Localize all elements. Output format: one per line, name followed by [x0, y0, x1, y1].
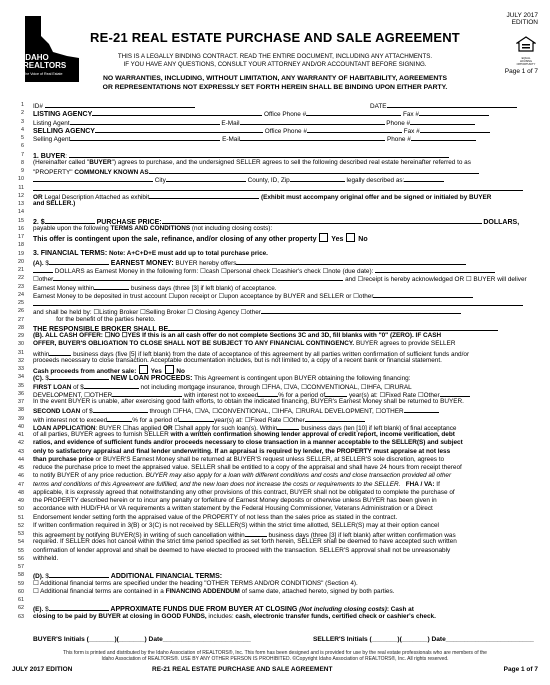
form-line	[0, 184, 550, 192]
line-text[interactable]: 2. $ PURCHASE PRICE: DOLLARS,	[33, 218, 520, 226]
warning-line-1: NO WARRANTIES, INCLUDING, WITHOUT LIMITATION, ANY WARRANTY OF HABITABILITY, AGREEMENTS	[103, 75, 447, 82]
form-line	[0, 349, 550, 357]
form-line	[0, 208, 550, 216]
form-line	[0, 456, 550, 464]
line-number: 28	[18, 324, 24, 331]
form-line	[0, 159, 550, 167]
form-line	[0, 365, 550, 373]
logo-text: IDAHO REALTORS	[23, 53, 67, 70]
form-line	[0, 555, 550, 563]
line-number: 59	[18, 580, 24, 587]
line-number: 63	[18, 613, 24, 620]
form-line	[0, 101, 550, 109]
form-line	[0, 200, 550, 208]
line-text[interactable]: (E). $ APPROXIMATE FUNDS DUE FROM BUYER AT CLOSING (Not including closing costs): Cash at	[33, 606, 414, 614]
line-text[interactable]: Endorsement lender setting forth the appraised value of the PROPERTY of not less than the sales price as stated in the contract.	[33, 513, 398, 521]
line-text[interactable]: with interest not to exceed % for a period of year(s) at: ☐Fixed Rate ☐Other	[33, 415, 538, 425]
line-text[interactable]: (D). $ ADDITIONAL FINANCIAL TERMS:	[33, 573, 223, 581]
line-text[interactable]: within business days (five [5] if left blank) from the date of acceptance of this agreement by all parties written confirmation of sufficient funds and/or	[33, 350, 470, 358]
line-number: 3	[21, 118, 24, 125]
line-text[interactable]: OFFER, BUYER'S OBLIGATION TO CLOSE SHALL NOT BE SUBJECT TO ANY FINANCIAL CONTINGENCY. BUYER agrees to provide SELLER	[33, 340, 456, 348]
line-number: 26	[18, 308, 24, 315]
line-number: 36	[18, 390, 24, 397]
line-text[interactable]: for the benefit of the parties hereto.	[33, 315, 156, 323]
line-number: 44	[18, 456, 24, 463]
line-number: 1	[21, 102, 24, 108]
line-text[interactable]: proceeds necessary to close transaction. Acceptable documentation includes, but is not limited to, a copy of a recent bank or financial statement.	[33, 356, 442, 364]
line-text[interactable]: required. If SELLER does not cancel within the strict time period specified as set forth herein, SELLER shall be deemed to have accepted such written	[33, 538, 457, 546]
form-line	[0, 175, 550, 183]
form-line	[0, 613, 550, 621]
line-text[interactable]: (C). $ NEW LOAN PROCEEDS: This Agreement is contingent upon BUYER obtaining the following financing:	[33, 375, 411, 383]
form-line	[0, 316, 550, 324]
line-text[interactable]: (A). $ EARNEST MONEY: BUYER hereby offers	[33, 258, 538, 268]
line-number: 23	[18, 283, 24, 290]
line-number: 2	[21, 110, 24, 117]
idaho-realtors-logo	[19, 14, 89, 84]
line-text[interactable]: Selling Agent E-Mail Phone #	[33, 134, 538, 144]
line-number: 7	[21, 151, 24, 158]
line-text[interactable]: than purchase price or BUYER'S Earnest Money shall be returned at BUYER'S request unless SELLER, at SELLER'S sole discretion, agrees to	[33, 455, 445, 463]
line-number: 54	[18, 539, 24, 546]
form-line	[0, 167, 550, 175]
form-line	[0, 274, 550, 282]
form-line	[0, 142, 550, 150]
form-line	[0, 505, 550, 513]
line-number: 47	[18, 481, 24, 488]
line-number: 29	[18, 333, 24, 339]
form-line	[0, 373, 550, 381]
edition-label: EDITION	[511, 19, 538, 26]
form-line	[0, 481, 550, 489]
footer-form-name: RE-21 REAL ESTATE PURCHASE AND SALE AGREEMENT	[152, 666, 333, 673]
line-text[interactable]: City County, ID, Zip legally described as:	[33, 175, 538, 185]
line-number: 51	[18, 514, 24, 521]
form-line	[0, 357, 550, 365]
form-line	[0, 390, 550, 398]
line-number: 25	[18, 300, 24, 306]
line-text[interactable]: the PROPERTY described herein or to incur any penalty or forfeiture of Earnest Money deposits or otherwise unless BUYER has been given in	[33, 497, 437, 504]
form-line	[0, 192, 550, 200]
form-line	[0, 126, 550, 134]
line-text[interactable]: ☐other and ☐receipt is hereby acknowledged OR ☐ BUYER will deliver	[33, 276, 527, 284]
line-text[interactable]: LISTING AGENCY Office Phone # Fax #	[33, 109, 538, 119]
footer-page-number: Page 1 of 7	[503, 666, 538, 673]
line-number: 19	[18, 250, 24, 257]
line-text[interactable]: withheld.	[33, 554, 59, 562]
form-line	[0, 588, 550, 596]
form-line	[0, 604, 550, 612]
subtitle-line-2: IF YOU HAVE ANY QUESTIONS, CONSULT YOUR ATTORNEY AND/OR ACCOUNTANT BEFORE SIGNING.	[123, 61, 427, 68]
buyer-initials[interactable]: BUYER'S Initials (_______)(_______) Date________________________	[33, 636, 251, 643]
line-number: 31	[18, 349, 24, 356]
line-number: 41	[18, 432, 24, 438]
page-number-top: Page 1 of 7	[504, 68, 538, 75]
line-number: 8	[21, 159, 24, 166]
form-line	[0, 406, 550, 414]
line-number: 32	[18, 357, 24, 364]
line-text[interactable]: 1. BUYER:	[33, 151, 538, 161]
form-line	[0, 241, 550, 249]
line-number: 38	[18, 407, 24, 414]
line-number: 49	[18, 498, 24, 504]
eho-label: EQUAL HOUSING OPPORTUNITY	[516, 57, 536, 66]
form-line	[0, 580, 550, 588]
line-text[interactable]: FIRST LOAN of $ not including mortgage insurance, through ☐FHA, ☐VA, ☐CONVENTIONAL, ☐IHFA, ☐RURAL	[33, 383, 412, 391]
form-line	[0, 324, 550, 332]
line-number: 45	[18, 465, 24, 471]
form-line	[0, 538, 550, 546]
form-line	[0, 530, 550, 538]
form-line	[0, 299, 550, 307]
line-text[interactable]: ID# DATE	[33, 101, 538, 111]
line-number: 46	[18, 473, 24, 480]
copyright-line-2: Idaho Association of REALTORS®. USE BY ANY OTHER PERSON IS PROHIBITED. ©Copyright Idaho Association of REALTORS®, Inc. All rights reserved.	[101, 656, 449, 662]
form-line	[0, 266, 550, 274]
form-line	[0, 547, 550, 555]
form-line	[0, 514, 550, 522]
line-text[interactable]: Earnest Money to be deposited in trust account ☐upon receipt or ☐upon acceptance by BUYER and SELLER or ☐other	[33, 291, 538, 301]
form-line	[0, 307, 550, 315]
line-number: 16	[18, 225, 24, 232]
form-line	[0, 522, 550, 530]
line-text[interactable]: and SELLER.)	[33, 200, 76, 207]
form-line	[0, 233, 550, 241]
line-number: 22	[18, 275, 24, 282]
line-text[interactable]: If written confirmation required in 3(B) or 3(C) is not received by SELLER(S) within the strict time allotted, SELLER(S) may at their option cancel	[33, 521, 439, 529]
line-number: 24	[18, 291, 24, 298]
form-line	[0, 332, 550, 340]
line-number: 55	[18, 547, 24, 554]
line-number: 15	[18, 217, 24, 224]
line-text[interactable]: (Hereinafter called "BUYER") agrees to purchase, and the undersigned SELLER agrees to sell the following described real estate hereinafter referred to as	[33, 158, 471, 166]
line-number: 18	[18, 242, 24, 249]
line-text[interactable]: "PROPERTY" COMMONLY KNOWN AS	[33, 167, 538, 177]
line-number: 5	[21, 135, 24, 141]
form-line	[0, 283, 550, 291]
line-number: 33	[18, 366, 24, 372]
line-number: 35	[18, 382, 24, 389]
form-line	[0, 217, 550, 225]
form-line	[0, 340, 550, 348]
form-line	[0, 225, 550, 233]
line-text[interactable]: terms and conditions of this Agreement are fulfilled, and the new loan does not increase the costs or requirements to the SELLER. FHA / VA: If	[33, 480, 440, 488]
edition-badge	[506, 12, 538, 26]
line-number: 17	[18, 234, 24, 240]
line-text[interactable]: LOAN APPLICATION: BUYER ☐has applied OR ☐shall apply for such loan(s). Within business days (ten [10] if left blank) of final acceptance	[33, 424, 457, 432]
form-line	[0, 415, 550, 423]
line-number: 61	[18, 597, 24, 603]
edition-month: JULY 2017	[506, 12, 538, 19]
copyright-line-1: This form is printed and distributed by the Idaho Association of REALTORS®, Inc. This form has been designed and is provided for use by the real estate professionals who are members of the	[63, 650, 487, 656]
line-number: 50	[18, 506, 24, 513]
line-number: 42	[18, 440, 24, 447]
form-line	[0, 563, 550, 571]
line-number: 20	[18, 258, 24, 265]
form-line	[0, 151, 550, 159]
form-line	[0, 423, 550, 431]
form-line	[0, 464, 550, 472]
line-text[interactable]: payable upon the following TERMS AND CONDITIONS (not including closing costs):	[33, 224, 273, 232]
line-text[interactable]: confirmation of lender approval and shall be deemed to have elected to proceed with the transaction. SELLER'S approval shall not be unreasonably	[33, 546, 451, 554]
form-line	[0, 439, 550, 447]
line-text[interactable]: applicable, it is expressly agreed that notwithstanding any other provisions of this contract, BUYER shall not be obligated to complete the purchase of	[33, 488, 455, 496]
line-number: 30	[18, 341, 24, 348]
line-text[interactable]: only to satisfactory appraisal and final lender underwriting. If an appraisal is required by lender, the PROPERTY must appraise at not less	[33, 447, 451, 455]
line-number: 11	[18, 184, 24, 191]
line-text[interactable]: Cash proceeds from another sale: Yes No	[33, 365, 538, 376]
line-number: 58	[18, 572, 24, 579]
line-number: 56	[18, 555, 24, 562]
form-line	[0, 596, 550, 604]
form-line	[0, 250, 550, 258]
form-line	[0, 472, 550, 480]
initials-row	[33, 636, 538, 643]
line-text[interactable]: ☐ Additional financial terms are specified under the heading "OTHER TERMS AND/OR CONDITIONS" (Section 4).	[33, 579, 358, 587]
line-number: 39	[18, 415, 24, 422]
logo-tagline: The Voice of Real Estate	[23, 72, 63, 76]
line-text[interactable]: Earnest Money within business days (three [3] if left blank) of acceptance.	[33, 284, 277, 292]
line-text[interactable]: reduce the purchase price to meet the appraised value. SELLER shall be entitled to a copy of the appraisal and shall have 24 hours from receipt thereof	[33, 464, 462, 471]
footer-bar	[12, 666, 538, 673]
line-text[interactable]: In the event BUYER is unable, after exercising good faith efforts, to obtain the indicated financing, BUYER's Earnest Money shall be returned to BUYER.	[33, 398, 464, 405]
line-text[interactable]: Listing Agent E-Mail Phone #	[33, 118, 538, 128]
line-text[interactable]: DEVELOPMENT, ☐OTHER with interest not to exceed % for a period of year(s) at: ☐Fixed Rate ☐Other	[33, 390, 538, 400]
line-text[interactable]: ratios, and evidence of sufficient funds and/or proceeds necessary to close transaction in a manner acceptable to the SELLER(S) and subject	[33, 439, 463, 447]
footer-edition: JULY 2017 EDITION	[12, 666, 73, 673]
form-line	[0, 448, 550, 456]
form-line	[0, 291, 550, 299]
line-number: 9	[21, 168, 24, 174]
form-line	[0, 431, 550, 439]
line-text[interactable]: DOLLARS as Earnest Money in the following form: ☐cash ☐personal check ☐cashier's check ☐note (due date):	[33, 266, 538, 276]
line-number: 53	[18, 531, 24, 537]
line-text[interactable]: to notify BUYER of any price reduction. BUYER may also apply for a loan with different conditions and costs and close transaction provided all other	[33, 472, 452, 480]
line-number: 62	[18, 605, 24, 612]
line-text[interactable]: SELLING AGENCY Office Phone # Fax #	[33, 126, 538, 136]
line-text[interactable]: This offer is contingent upon the sale, refinance, and/or closing of any other property Yes No	[33, 233, 538, 244]
line-text[interactable]: of all parties, BUYER agrees to furnish SELLER with a written confirmation showing lender approval of credit report, income verification, debt	[33, 431, 455, 438]
line-number: 60	[18, 588, 24, 595]
line-number: 14	[18, 209, 24, 216]
line-text[interactable]: this agreement by notifying BUYER(S) in writing of such cancellation within business days (three [3] if left blank) after written confirmation was	[33, 532, 456, 539]
line-text[interactable]: SECOND LOAN of $ through ☐FHA, ☐VA, ☐CONVENTIONAL, ☐IHFA, ☐RURAL DEVELOPMENT, ☐OTHER	[33, 406, 538, 416]
line-number: 27	[18, 316, 24, 323]
form-line	[0, 109, 550, 117]
line-number: 6	[21, 143, 24, 150]
line-number: 13	[18, 201, 24, 207]
warning-line-2: OR REPRESENTATIONS NOT EXPRESSLY SET FORTH HEREIN SHALL BE BINDING UPON EITHER PARTY.	[102, 84, 448, 91]
line-text[interactable]: THE RESPONSIBLE BROKER SHALL BE	[33, 324, 538, 334]
line-number: 4	[21, 126, 24, 133]
form-line	[0, 118, 550, 126]
line-number: 37	[18, 399, 24, 405]
form-line	[0, 258, 550, 266]
form-line	[0, 489, 550, 497]
line-text[interactable]: closing to be paid by BUYER at closing in GOOD FUNDS, includes: cash, electronic transfer funds, certified check or cashier's check.	[33, 612, 436, 620]
form-line	[0, 134, 550, 142]
line-text[interactable]: 3. FINANCIAL TERMS: Note: A+C+D+E must add up to total purchase price.	[33, 249, 268, 257]
line-number: 10	[18, 176, 24, 183]
line-text[interactable]: OR Legal Description Attached as exhibit (Exhibit must accompany original offer and be signed or initialed by BUYER	[33, 193, 492, 201]
form-line	[0, 382, 550, 390]
document-title: RE-21 REAL ESTATE PURCHASE AND SALE AGREEMENT	[90, 30, 460, 45]
subtitle-line-1: THIS IS A LEGALLY BINDING CONTRACT. READ THE ENTIRE DOCUMENT, INCLUDING ANY ATTACHMENTS.	[117, 53, 433, 60]
line-number: 34	[18, 374, 24, 381]
line-number: 52	[18, 522, 24, 529]
line-number: 48	[18, 489, 24, 496]
line-number: 21	[18, 267, 24, 273]
line-text[interactable]: (B). ALL CASH OFFER: ☐NO ☐YES If this is an all cash offer do not complete Sections 3C and 3D, fill blanks with "0" (ZERO). IF CASH	[33, 332, 442, 339]
form-line	[0, 398, 550, 406]
line-text[interactable]: accordance with HUD/FHA or VA requirements a written statement by the Federal Housing Commissioner, Veterans Administration or a Direct	[33, 505, 433, 513]
line-number: 40	[18, 423, 24, 430]
line-number: 43	[18, 448, 24, 455]
form-line	[0, 571, 550, 579]
line-number: 57	[18, 564, 24, 570]
form-line	[0, 497, 550, 505]
line-text[interactable]: ☐ Additional financial terms are contained in a FINANCING ADDENDUM of same date, attached hereto, signed by both parties.	[33, 587, 395, 595]
line-number: 12	[18, 192, 24, 199]
seller-initials[interactable]: SELLER'S Initials (_______)(_______) Date________________________	[313, 636, 534, 643]
line-text[interactable]: and shall be held by: ☐Listing Broker ☐Selling Broker ☐ Closing Agency ☐other	[33, 307, 538, 317]
